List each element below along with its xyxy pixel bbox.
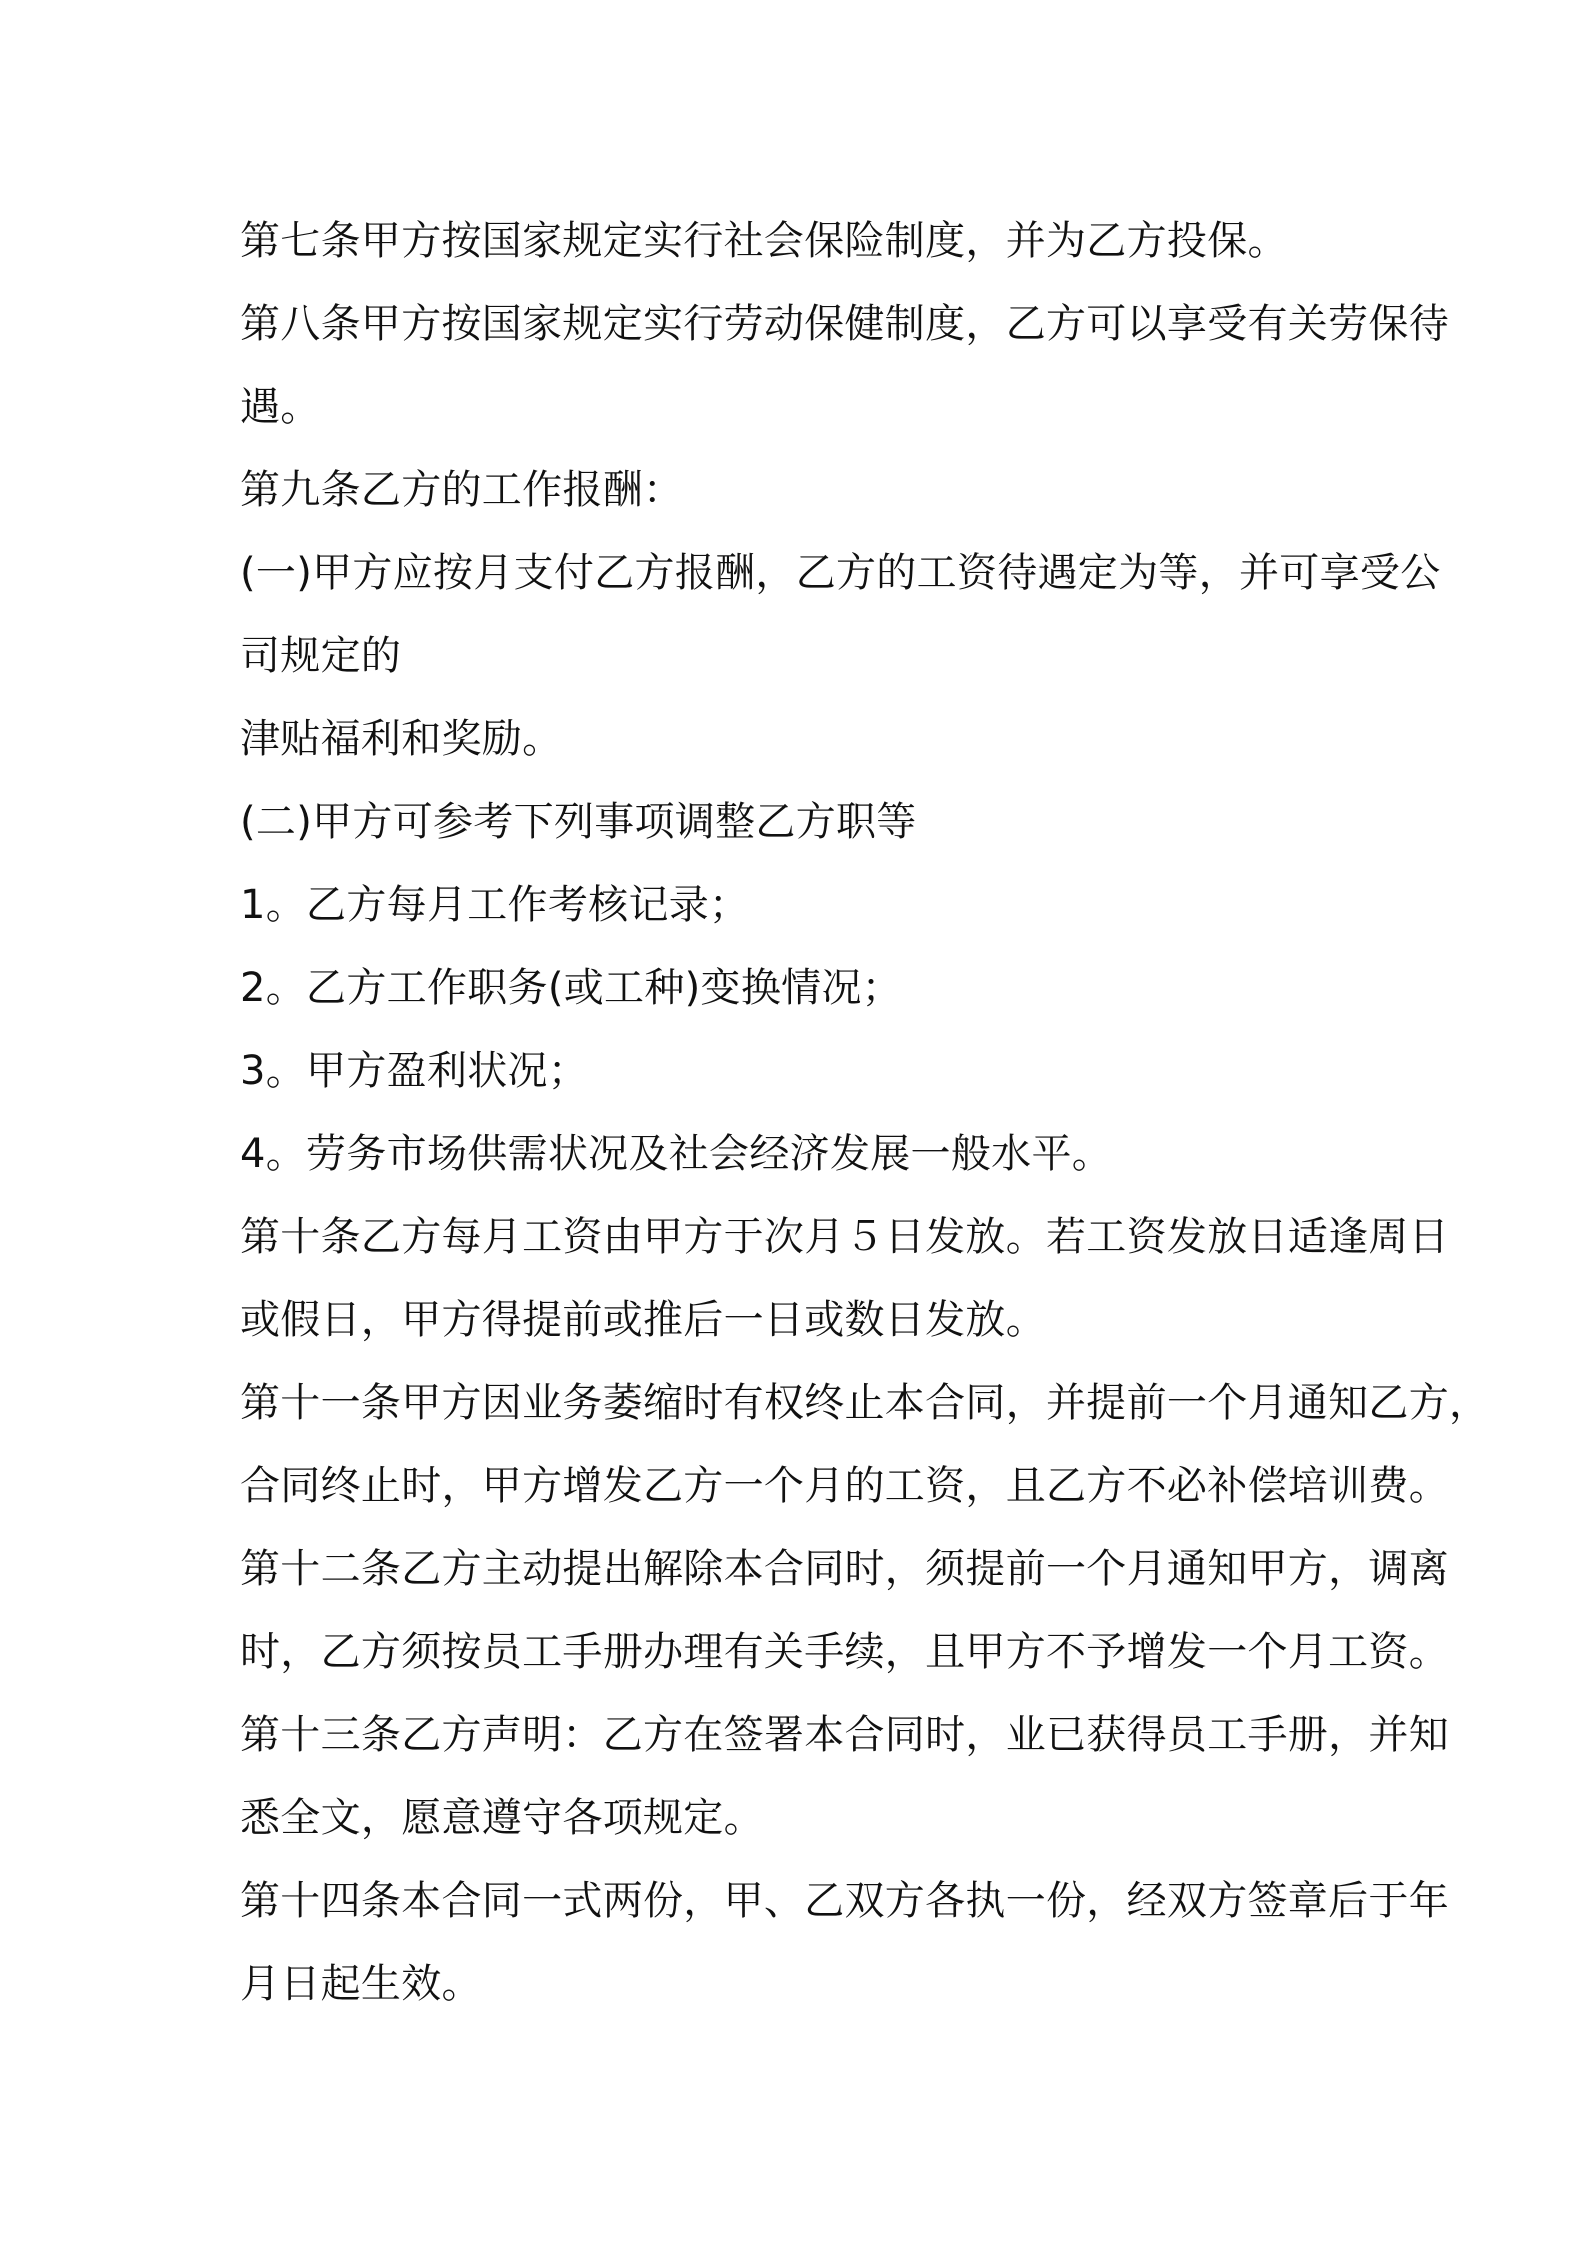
text-line-article-8-cont: 遇。 (240, 384, 321, 430)
text-line-item-1-cont: 司规定的 (240, 633, 402, 679)
text-line-sub-4: 4。劳务市场供需状况及社会经济发展一般水平。 (240, 1131, 1113, 1177)
text-line-article-10: 第十条乙方每月工资由甲方于次月５日发放。若工资发放日适逢周日 (240, 1214, 1449, 1260)
text-line-sub-3: 3。甲方盈利状况； (240, 1048, 589, 1094)
text-line-article-8: 第八条甲方按国家规定实行劳动保健制度，乙方可以享受有关劳保待 (240, 301, 1449, 347)
text-line-item-2: (二)甲方可参考下列事项调整乙方职等 (240, 799, 917, 845)
text-line-article-11: 第十一条甲方因业务萎缩时有权终止本合同，并提前一个月通知乙方， (240, 1380, 1490, 1426)
text-line-article-9: 第九条乙方的工作报酬： (240, 467, 684, 513)
text-line-sub-2: 2。乙方工作职务(或工种)变换情况； (240, 965, 903, 1011)
text-line-article-12-cont: 时，乙方须按员工手册办理有关手续，且甲方不予增发一个月工资。 (240, 1629, 1449, 1675)
text-line-article-10-cont: 或假日，甲方得提前或推后一日或数日发放。 (240, 1297, 1046, 1343)
text-line-sub-1: 1。乙方每月工作考核记录； (240, 882, 750, 928)
text-line-article-14-cont: 月日起生效。 (240, 1961, 482, 2007)
text-line-item-1: (一)甲方应按月支付乙方报酬，乙方的工资待遇定为等，并可享受公 (240, 550, 1441, 596)
text-line-article-12: 第十二条乙方主动提出解除本合同时，须提前一个月通知甲方，调离 (240, 1546, 1449, 1592)
text-line-article-11-cont: 合同终止时，甲方增发乙方一个月的工资，且乙方不必补偿培训费。 (240, 1463, 1449, 1509)
text-line-item-1-cont2: 津贴福利和奖励。 (240, 716, 563, 762)
text-line-article-13-cont: 悉全文，愿意遵守各项规定。 (240, 1795, 764, 1841)
text-line-article-13: 第十三条乙方声明：乙方在签署本合同时，业已获得员工手册，并知 (240, 1712, 1449, 1758)
text-line-article-7: 第七条甲方按国家规定实行社会保险制度，并为乙方投保。 (240, 218, 1288, 264)
contract-text (240, 200, 1490, 2026)
text-line-article-14: 第十四条本合同一式两份，甲、乙双方各执一份，经双方签章后于年 (240, 1878, 1449, 1924)
